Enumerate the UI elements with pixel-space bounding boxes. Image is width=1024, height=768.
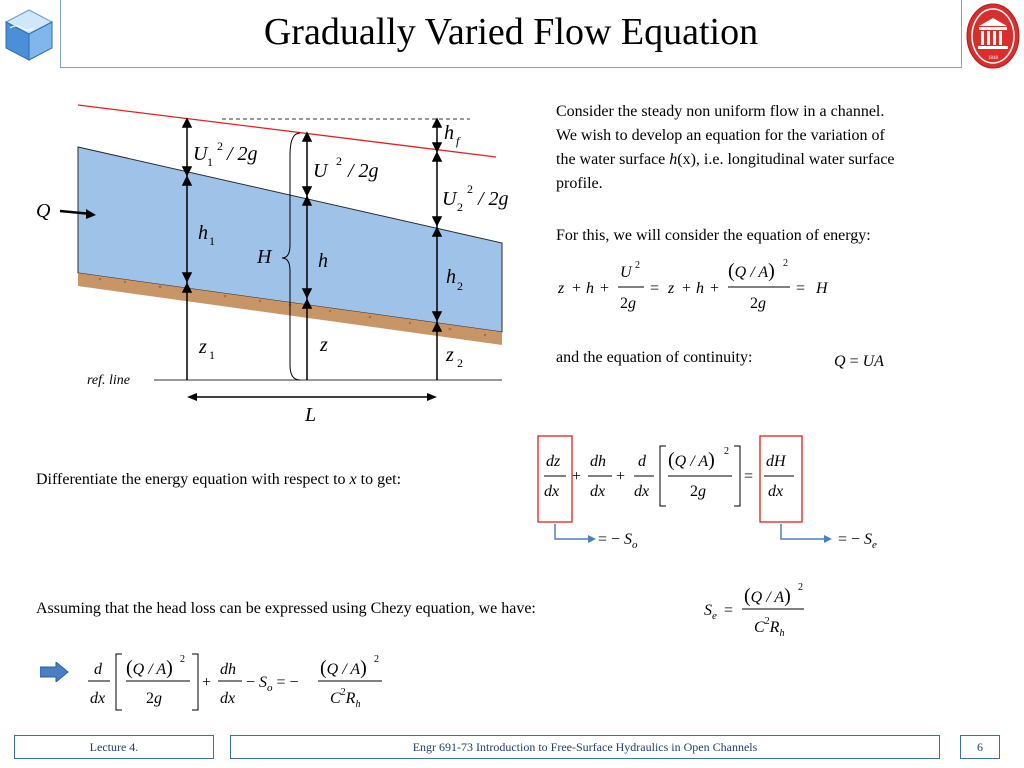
label-z2-sub: 2 [457, 356, 463, 370]
gradually-varied-flow-equation [84, 650, 394, 718]
continuity-equation [830, 348, 910, 374]
intro-line-2: We wish to develop an equation for the variation of [556, 127, 885, 144]
svg-text:2: 2 [798, 582, 803, 593]
length-arrow-left [187, 393, 197, 401]
intro-line-3 [556, 148, 996, 172]
svg-text:=H: = H [796, 280, 828, 297]
label-hf-sub: f [456, 134, 460, 148]
slide-title: Gradually Varied Flow Equation [263, 11, 759, 53]
dz-dx-highlight [538, 436, 572, 522]
svg-text:dx: dx [634, 483, 650, 500]
differential-equation [532, 432, 912, 554]
svg-text:=: = [744, 468, 754, 485]
svg-text:=: = [724, 602, 734, 619]
svg-text:2: 2 [724, 446, 729, 457]
svg-text:2: 2 [180, 654, 185, 665]
svg-text:C2Rh: $C^2R_h$ [754, 616, 785, 639]
intro-line-1: Consider the steady non uniform flow in a channel. [556, 103, 885, 120]
label-U1-over2g: / 2g [227, 143, 258, 165]
footer-lecture: Lecture 4. [14, 735, 214, 759]
slide-header [0, 0, 1024, 70]
label-hf: h [444, 122, 454, 144]
svg-text:2g: 2g [146, 690, 162, 707]
footer-course-title: Engr 691-73 Introduction to Free-Surface Hydraulics in Open Channels [230, 735, 940, 759]
energy-equation [554, 256, 844, 316]
label-U1-sub: 1 [207, 155, 213, 169]
intro-paragraph [556, 100, 996, 196]
svg-text:2: 2 [635, 260, 640, 271]
label-H: H [257, 246, 272, 268]
label-z1: z [199, 336, 207, 358]
svg-text:z+h+: z + h + [558, 280, 610, 297]
svg-text:1848: 1848 [988, 56, 998, 61]
label-U-over2g: / 2g [348, 160, 379, 182]
svg-text:+: + [572, 468, 582, 485]
label-U2: U [442, 188, 457, 210]
differentiate-post: to get: [356, 471, 402, 488]
arrow-head-So [588, 535, 596, 543]
svg-text:d: d [94, 661, 102, 678]
svg-text:dH: dH [766, 453, 786, 470]
svg-text:=z+h+: = z + h + [650, 280, 720, 297]
intro-line-3-x: (x) [677, 151, 696, 168]
differentiate-pre: Differentiate the energy equation with respect to [36, 471, 350, 488]
label-U2-over2g: / 2g [478, 188, 509, 210]
label-U-sup: 2 [336, 154, 342, 168]
svg-text:+: + [202, 674, 212, 691]
label-U2-sub: 2 [457, 200, 463, 214]
svg-text:(Q / A): (Q / A) [126, 657, 173, 679]
dH-dx-highlight [760, 436, 802, 522]
svg-text:dh: dh [590, 453, 606, 470]
arrow-to-Se [781, 524, 826, 539]
svg-text:dx: dx [768, 483, 784, 500]
differentiate-x: x [349, 471, 357, 488]
label-ref-line: ref. line [87, 373, 131, 388]
svg-text:d: d [638, 453, 646, 470]
label-U: U [313, 160, 328, 182]
svg-text:dx: dx [590, 483, 606, 500]
label-h1-sub: 1 [209, 234, 215, 248]
svg-text:2: 2 [783, 258, 788, 269]
svg-text:(Q / A): (Q / A) [728, 260, 775, 282]
label-h2: h [446, 266, 456, 288]
label-h2-sub: 2 [457, 279, 463, 293]
svg-text:2: 2 [374, 654, 379, 665]
intro-line-3-pre: the water surface [556, 151, 670, 168]
svg-text:(Q / A): (Q / A) [668, 449, 715, 471]
svg-text:= − Se: = − $S_e$ [838, 531, 877, 551]
svg-text:dx: dx [220, 690, 236, 707]
intro-line-4: profile. [556, 175, 603, 192]
channel-logo-icon [2, 4, 56, 64]
label-z2: z [446, 344, 454, 366]
label-L: L [305, 404, 317, 426]
svg-text:Q = UA: Q = UA [834, 353, 884, 370]
svg-text:dx: dx [90, 690, 106, 707]
length-arrow-right [427, 393, 437, 401]
svg-text:U: U [620, 264, 632, 281]
label-U1-sup: 2 [217, 139, 223, 153]
arrow-head-Se [824, 535, 832, 543]
footer-page-number: 6 [960, 735, 1000, 759]
label-U1: U [193, 143, 208, 165]
university-seal-icon [964, 2, 1022, 70]
label-h1: h [198, 222, 208, 244]
svg-text:− So = −: − $S_o$ = − [246, 674, 299, 694]
svg-text:Se: $S_e$ [704, 602, 717, 622]
svg-text:2g: 2g [690, 483, 706, 500]
label-U2-sup: 2 [467, 182, 473, 196]
intro-line-3-post: , i.e. longitudinal water surface [695, 151, 895, 168]
svg-text:dz: dz [546, 453, 561, 470]
energy-grade-line [78, 105, 496, 157]
result-arrow-icon [40, 662, 70, 682]
svg-text:(Q / A): (Q / A) [744, 585, 791, 607]
channel-diagram [30, 95, 530, 435]
svg-text:+: + [616, 468, 626, 485]
energy-intro: For this, we will consider the equation of energy: [556, 227, 871, 244]
svg-text:dh: dh [220, 661, 236, 678]
svg-text:C2Rh: $C^2R_h$ [330, 687, 361, 710]
svg-text:2g: 2g [750, 295, 766, 312]
svg-text:= − So: = − $S_o$ [598, 531, 638, 551]
differentiate-text [36, 468, 401, 492]
label-h: h [318, 250, 328, 272]
intro-line-3-h: h [669, 151, 678, 168]
svg-text:(Q / A): (Q / A) [320, 657, 367, 679]
label-z1-sub: 1 [209, 348, 215, 362]
continuity-intro: and the equation of continuity: [556, 349, 753, 366]
label-z: z [320, 334, 328, 356]
chezy-equation [700, 578, 820, 642]
svg-text:dx: dx [544, 483, 560, 500]
arrow-to-So [555, 524, 590, 539]
svg-text:2g: 2g [620, 295, 636, 312]
label-Q: Q [36, 200, 51, 222]
chezy-text: Assuming that the head loss can be expressed using Chezy equation, we have: [36, 600, 536, 617]
